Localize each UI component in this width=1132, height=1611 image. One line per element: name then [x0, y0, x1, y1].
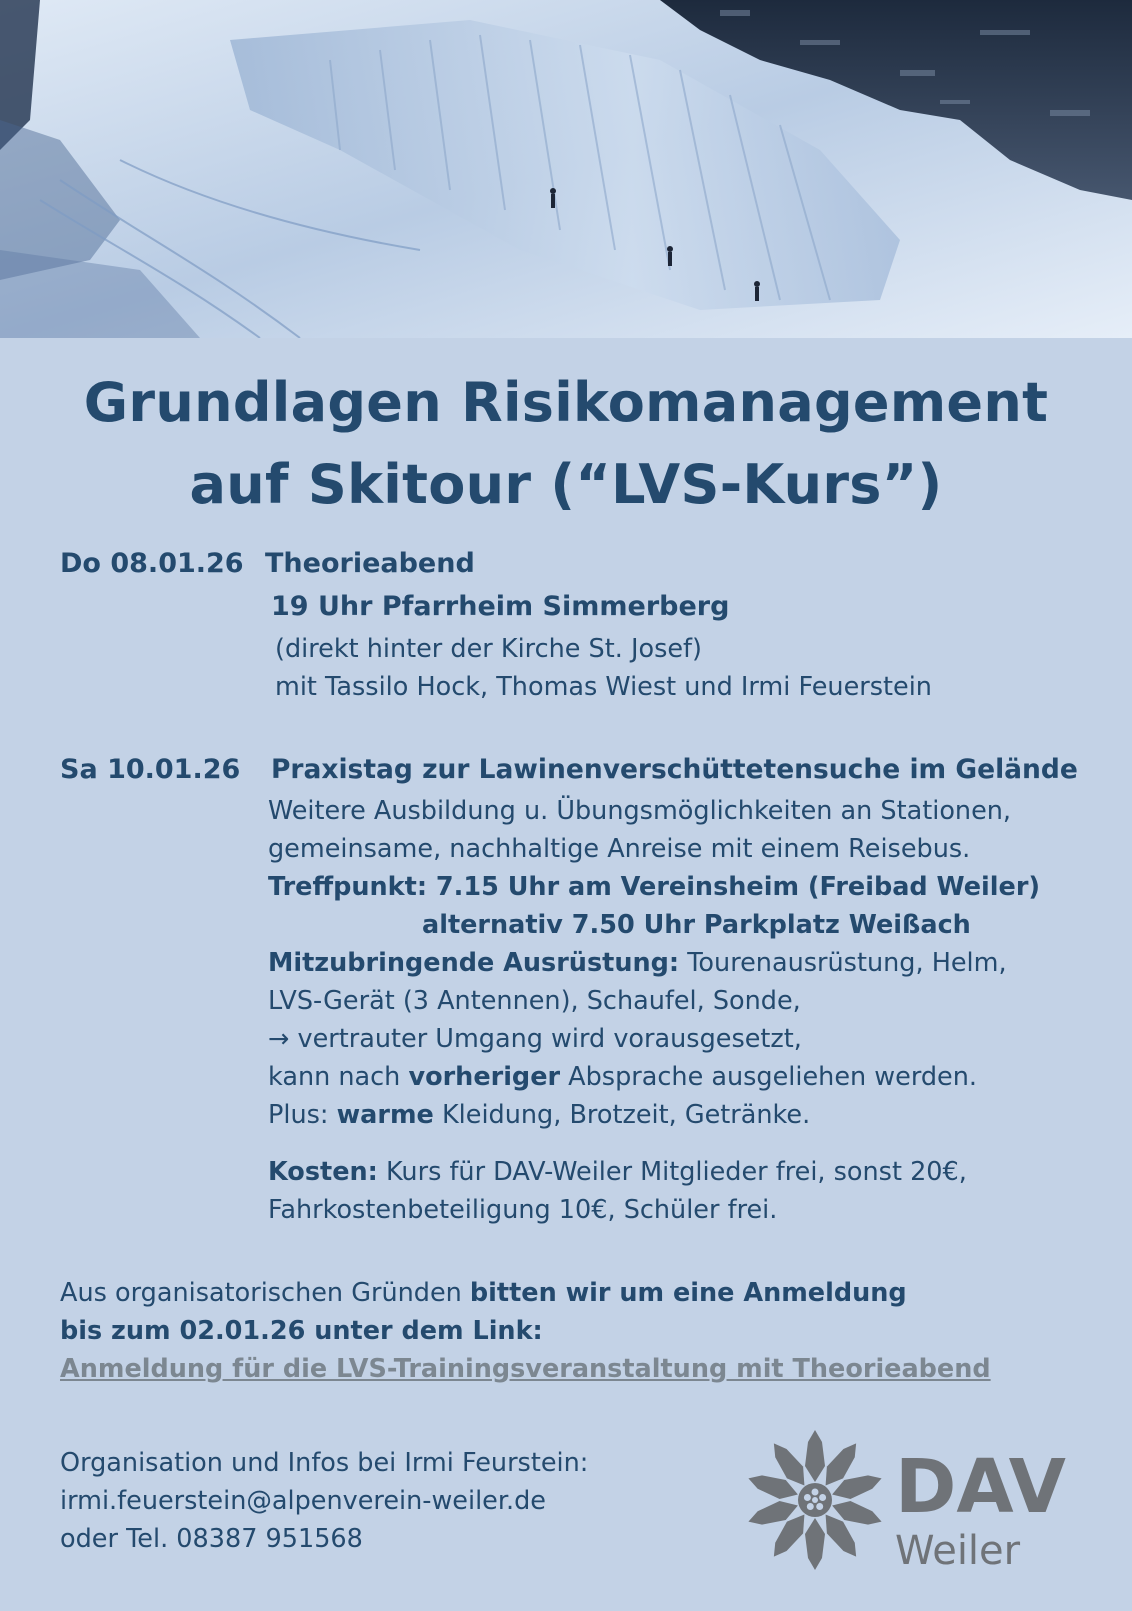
- event1-name: Theorieabend: [265, 548, 475, 579]
- header-image: [0, 0, 1132, 338]
- dav-logo-text: DAV: [895, 1444, 1066, 1530]
- snowfield-photo: [0, 0, 1132, 338]
- dav-logo: [745, 1428, 1085, 1578]
- cost-text-1: Kurs für DAV-Weiler Mitglieder frei, sonst 20€,: [385, 1157, 967, 1187]
- registration-text: Aus organisatorischen Gründen: [60, 1278, 462, 1308]
- equipment-label: Mitzubringende Ausrüstung:: [268, 948, 680, 978]
- page-title: [0, 362, 1132, 526]
- equipment-line-1: [268, 944, 1007, 982]
- equipment-line-4-post: Absprache ausgeliehen werden.: [568, 1062, 978, 1092]
- cost-label: Kosten:: [268, 1157, 378, 1187]
- equipment-line-2: LVS-Gerät (3 Antennen), Schaufel, Sonde,: [268, 986, 801, 1016]
- registration-link[interactable]: Anmeldung für die LVS-Trainingsveranstaltung mit Theorieabend: [60, 1354, 991, 1384]
- cost-line-2: Fahrkostenbeteiligung 10€, Schüler frei.: [268, 1195, 778, 1225]
- event2-meeting-point: [268, 868, 1040, 906]
- title-line-1: Grundlagen Risikomanagement: [83, 371, 1049, 434]
- event2-date: Sa 10.01.26: [60, 754, 241, 785]
- event1-location-note: (direkt hinter der Kirche St. Josef): [275, 634, 702, 664]
- event2-desc-line-1: Weitere Ausbildung u. Übungsmöglichkeiten an Stationen,: [268, 796, 1012, 826]
- equipment-line-3: → vertrauter Umgang wird vorausgesetzt,: [268, 1024, 802, 1054]
- plus-bold: warme: [336, 1100, 434, 1130]
- dav-logo-graphic: [745, 1428, 1085, 1578]
- event2-desc-line-2: gemeinsame, nachhaltige Anreise mit einem Reisebus.: [268, 834, 971, 864]
- equipment-line-4: [268, 1058, 977, 1096]
- meeting-main: 7.15 Uhr am Vereinsheim (Freibad Weiler): [435, 872, 1041, 902]
- plus-pre: Plus:: [268, 1100, 329, 1130]
- plus-line: [268, 1096, 810, 1134]
- event1-instructors: mit Tassilo Hock, Thomas Wiest und Irmi Feuerstein: [275, 672, 932, 702]
- meeting-label: Treffpunkt:: [268, 872, 428, 902]
- event2-name: Praxistag zur Lawinenverschüttetensuche im Gelände: [271, 754, 1078, 785]
- registration-line-2: bis zum 02.01.26 unter dem Link:: [60, 1316, 543, 1346]
- contact-email[interactable]: irmi.feuerstein@alpenverein-weiler.de: [60, 1486, 546, 1516]
- dav-logo-subtext: Weiler: [895, 1528, 1021, 1574]
- event1-date: Do 08.01.26: [60, 548, 244, 579]
- edelweiss-icon: [745, 1430, 884, 1570]
- plus-post: Kleidung, Brotzeit, Getränke.: [441, 1100, 811, 1130]
- equipment-line-4-bold: vorheriger: [408, 1062, 561, 1092]
- cost-line-1: [268, 1153, 967, 1191]
- contact-line-1: Organisation und Infos bei Irmi Feurstein:: [60, 1448, 589, 1478]
- contact-phone: oder Tel. 08387 951568: [60, 1524, 363, 1554]
- equipment-text-1: Tourenausrüstung, Helm,: [687, 948, 1007, 978]
- registration-line-1: [60, 1274, 907, 1312]
- event1-time-place: 19 Uhr Pfarrheim Simmerberg: [271, 591, 730, 622]
- meeting-alternative: alternativ 7.50 Uhr Parkplatz Weißach: [422, 910, 971, 940]
- equipment-line-4-pre: kann nach: [268, 1062, 401, 1092]
- title-line-2: auf Skitour (“LVS-Kurs”): [189, 453, 943, 516]
- registration-bold: bitten wir um eine Anmeldung: [469, 1278, 907, 1308]
